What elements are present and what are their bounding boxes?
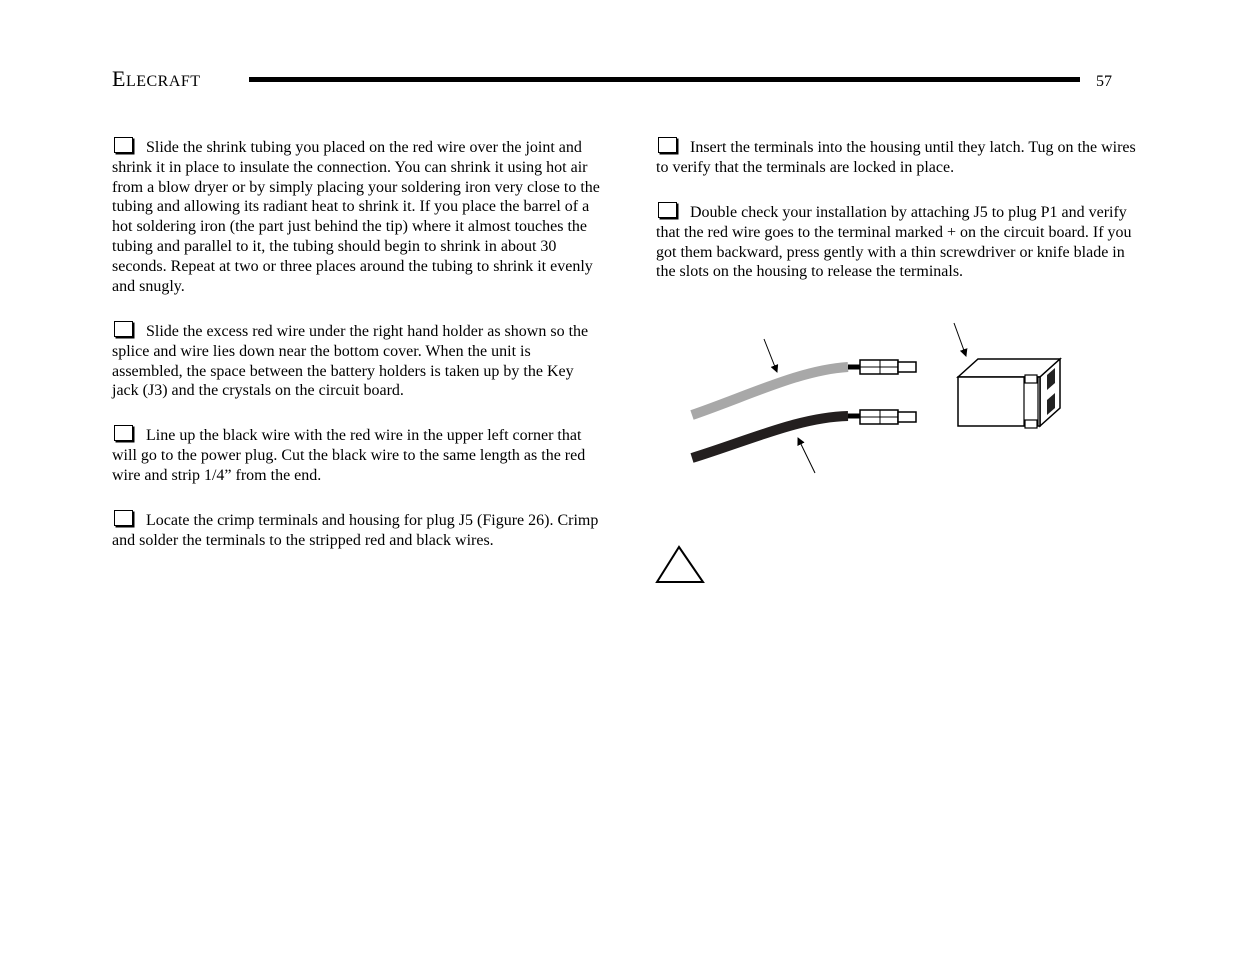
red-wire-pointer-arrow xyxy=(764,339,777,372)
step-double-check xyxy=(656,202,1141,282)
step-text: Double check your installation by attaching J5 to plug P1 and verify that the red wire goes to the terminal marked + on the circuit board. If you got them backward, press gently with a thin screwdriver or knife blade in the slots on the housing to release the terminals. xyxy=(656,204,1132,281)
brand-initial: E xyxy=(112,66,126,91)
step-checkbox[interactable] xyxy=(658,137,677,153)
red-wire xyxy=(692,367,848,415)
step-checkbox[interactable] xyxy=(114,137,133,153)
step-checkbox[interactable] xyxy=(114,321,133,337)
step-text: Line up the black wire with the red wire in the upper left corner that will go to the power plug. Cut the black wire to the same length as the red wire and strip 1/4” from the end. xyxy=(112,427,586,484)
red-wire-crimp-terminal xyxy=(860,360,916,374)
black-wire-crimp-terminal xyxy=(860,410,916,424)
step-slide-excess-wire xyxy=(112,321,602,401)
header-rule xyxy=(249,77,1080,82)
step-text: Insert the terminals into the housing until they latch. Tug on the wires to verify that the terminals are locked in place. xyxy=(656,139,1136,176)
brand-logo xyxy=(112,66,201,92)
page-number: 57 xyxy=(1096,73,1112,90)
step-text: Locate the crimp terminals and housing for plug J5 (Figure 26). Crimp and solder the terminals to the stripped red and black wires. xyxy=(112,512,599,549)
step-checkbox[interactable] xyxy=(114,510,133,526)
wire-terminal-figure xyxy=(680,315,1080,485)
step-text: Slide the shrink tubing you placed on the red wire over the joint and shrink it in place to insulate the connection. You can shrink it using hot air from a blow dryer or by simply placing your soldering iron very close to the tubing and allowing its radiant heat to shrink it. If you place the barrel of a hot soldering iron (the part just behind the tip) where it almost touches the tubing and parallel to it, the tubing should begin to shrink in about 30 seconds. Repeat at two or three places around the tubing to shrink it evenly and snugly. xyxy=(112,139,600,295)
step-line-up-black-wire xyxy=(112,425,602,485)
step-shrink-tubing xyxy=(112,137,602,296)
warning-triangle-icon xyxy=(655,545,705,585)
connector-housing xyxy=(958,359,1060,428)
step-text: Slide the excess red wire under the right hand holder as shown so the splice and wire lies down near the bottom cover. When the unit is assembled, the space between the battery holders is taken up by the Key jack (J3) and the crystals on the circuit board. xyxy=(112,323,589,400)
step-checkbox[interactable] xyxy=(658,202,677,218)
step-locate-crimp-terminals xyxy=(112,510,602,551)
step-insert-terminals xyxy=(656,137,1141,178)
housing-pointer-arrow xyxy=(954,323,966,356)
brand-rest: LECRAFT xyxy=(125,73,201,90)
black-wire xyxy=(692,416,848,458)
black-wire-pointer-arrow xyxy=(798,438,815,473)
step-checkbox[interactable] xyxy=(114,425,133,441)
